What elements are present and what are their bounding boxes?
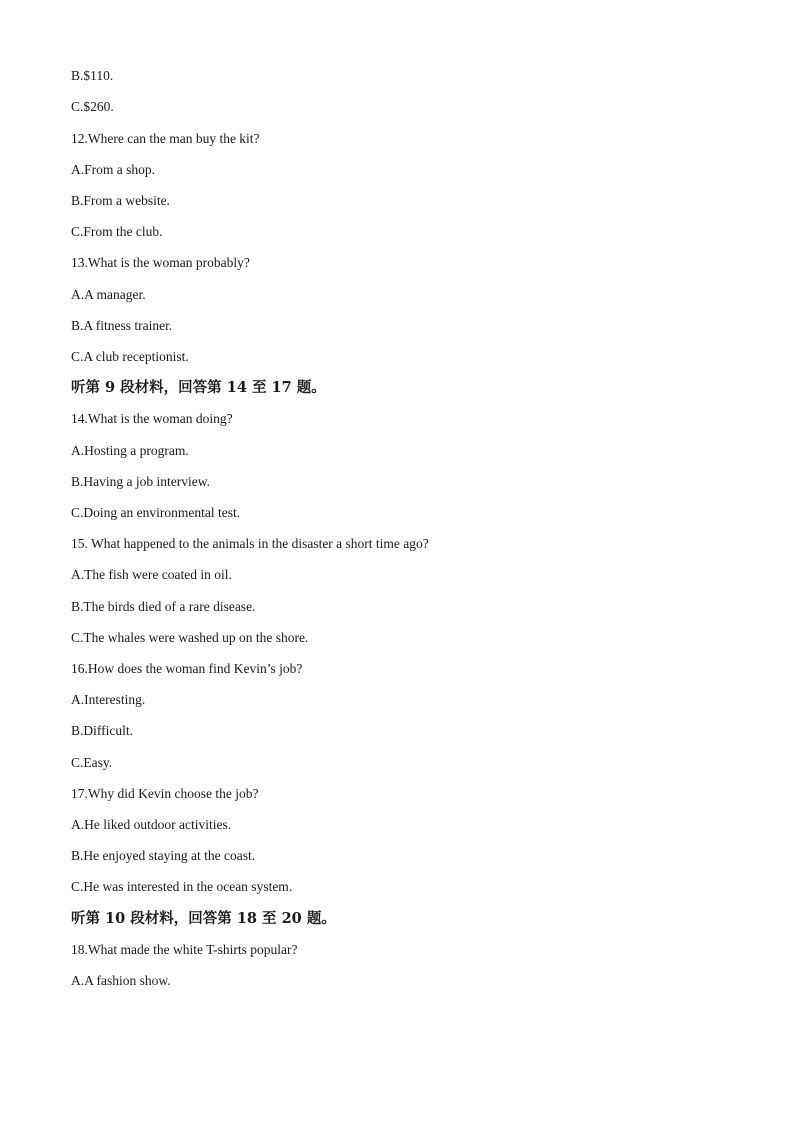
option-a-q17: A.He liked outdoor activities. (71, 817, 232, 832)
option-b-q16: B.Difficult. (71, 723, 133, 738)
option-a-q16: A.Interesting. (71, 692, 146, 707)
option-b-q15: B.The birds died of a rare disease. (71, 599, 256, 614)
option-c-q15: C.The whales were washed up on the shore. (71, 630, 309, 645)
section-heading-10: 听第 10 段材料，回答第 18 至 20 题。 (71, 910, 336, 927)
question-15: 15. What happened to the animals in the disaster a short time ago? (71, 536, 429, 551)
option-b-q17: B.He enjoyed staying at the coast. (71, 848, 256, 863)
option-a-q15: A.The fish were coated in oil. (71, 567, 232, 582)
section-heading-9: 听第 9 段材料，回答第 14 至 17 题。 (71, 379, 326, 396)
option-c-q16: C.Easy. (71, 755, 113, 770)
option-b-q11: B.$110. (71, 68, 114, 83)
option-c-q13: C.A club receptionist. (71, 349, 189, 364)
question-18: 18.What made the white T-shirts popular? (71, 942, 298, 957)
question-16: 16.How does the woman find Kevin’s job? (71, 661, 303, 676)
question-13: 13.What is the woman probably? (71, 255, 250, 270)
option-b-q13: B.A fitness trainer. (71, 318, 173, 333)
option-c-q11: C.$260. (71, 99, 114, 114)
option-a-q14: A.Hosting a program. (71, 443, 189, 458)
option-b-q12: B.From a website. (71, 193, 170, 208)
option-a-q13: A.A manager. (71, 287, 146, 302)
option-a-q12: A.From a shop. (71, 162, 155, 177)
question-14: 14.What is the woman doing? (71, 411, 233, 426)
question-17: 17.Why did Kevin choose the job? (71, 786, 259, 801)
option-b-q14: B.Having a job interview. (71, 474, 210, 489)
question-12: 12.Where can the man buy the kit? (71, 131, 260, 146)
option-c-q14: C.Doing an environmental test. (71, 505, 241, 520)
option-a-q18: A.A fashion show. (71, 973, 171, 988)
option-c-q17: C.He was interested in the ocean system. (71, 879, 293, 894)
option-c-q12: C.From the club. (71, 224, 163, 239)
